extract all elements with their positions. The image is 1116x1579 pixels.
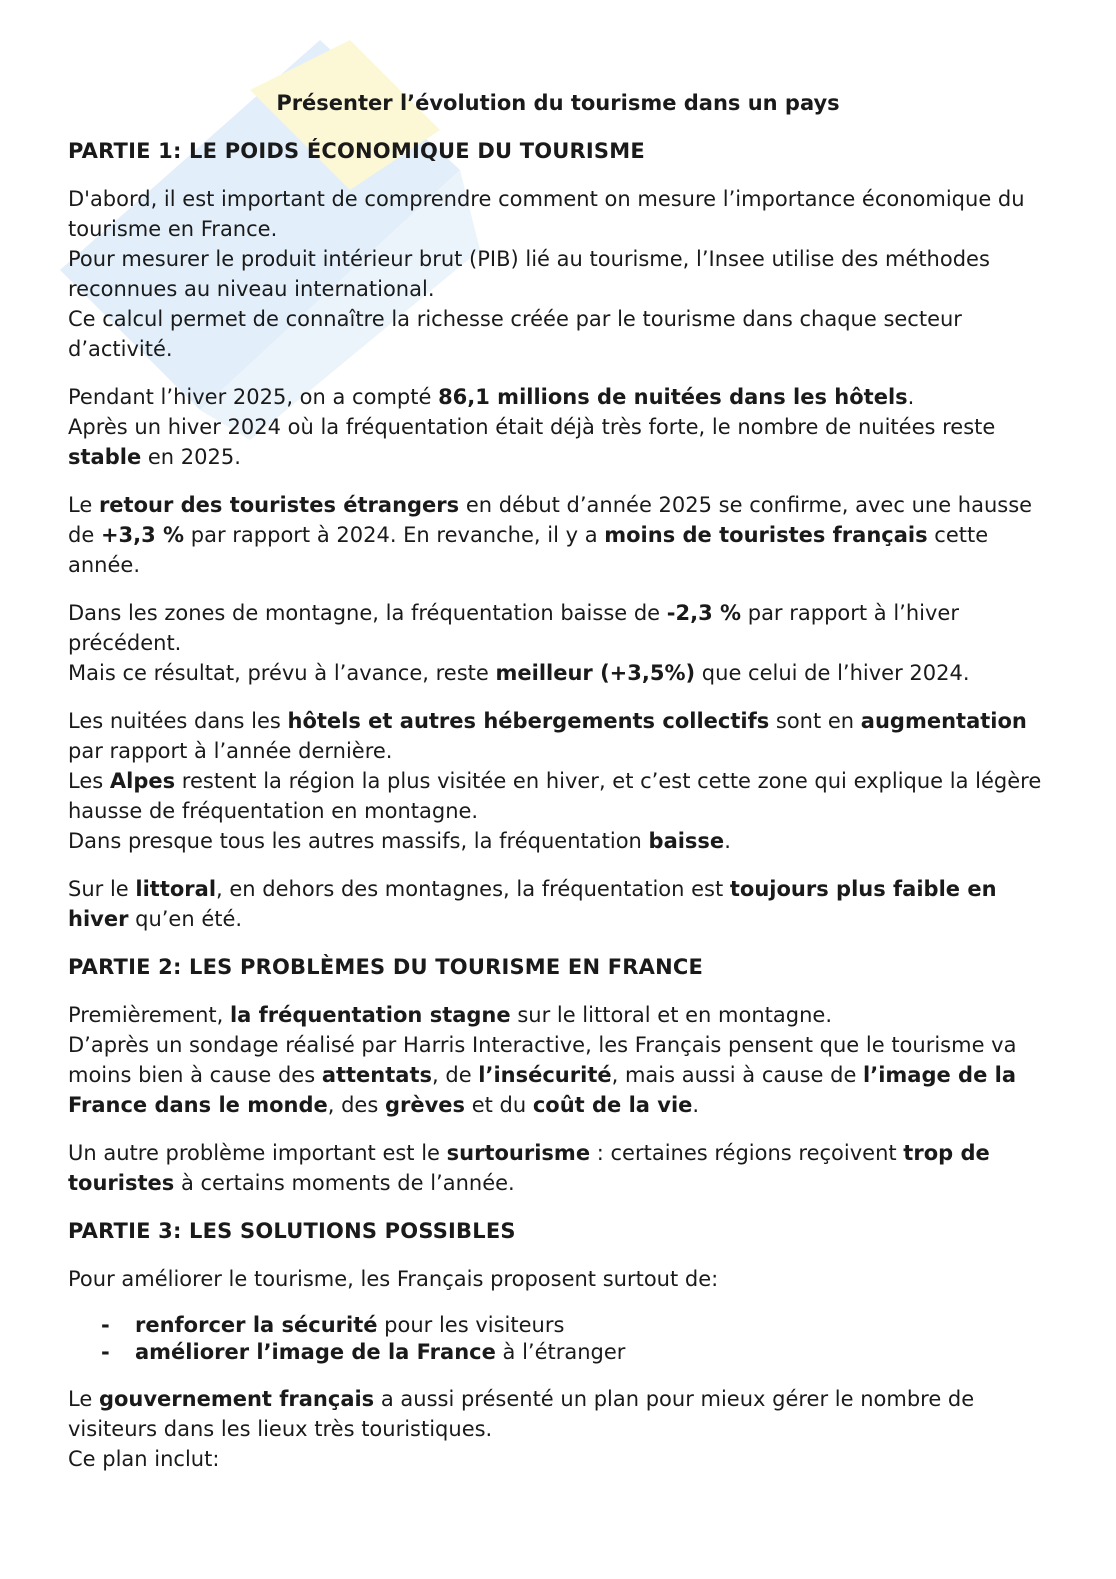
solutions-list (68, 1312, 1048, 1366)
part1-paragraph-1 (68, 184, 1048, 364)
bold-text: grèves (384, 1093, 466, 1117)
bold-text: stable (68, 445, 142, 469)
list-dash: - (101, 1313, 110, 1337)
list-item (101, 1312, 1048, 1339)
bold-text: baisse (648, 829, 725, 853)
bold-text: retour des touristes étrangers (98, 493, 460, 517)
text: pour les visiteurs (377, 1313, 565, 1337)
text: à certains moments de l’année. (174, 1171, 515, 1195)
bold-text: Alpes (109, 769, 176, 793)
bold-text: toujours plus faible en hiver (68, 877, 997, 931)
bold-text: moins de touristes français (604, 523, 928, 547)
text: . (907, 385, 915, 409)
bold-text: l’image de la France dans le monde (68, 1063, 1017, 1117)
part3-paragraph-1: Pour améliorer le tourisme, les Français proposent surtout de: (68, 1267, 719, 1291)
bold-text: -2,3 % (666, 601, 742, 625)
text: Dans les zones de montagne, la fréquentation baisse de (68, 601, 667, 625)
text: D’après un sondage réalisé par Harris Interactive, les Français pensent que le tourisme va moins bien à cause des (68, 1033, 1017, 1087)
text: Ce plan inclut: (68, 1447, 220, 1471)
bold-text: augmentation (860, 709, 1027, 733)
document-title: Présenter l’évolution du tourisme dans un pays (276, 91, 840, 115)
text: sur le littoral et en montagne. (510, 1003, 832, 1027)
text: cette année. (68, 523, 989, 577)
bold-text: meilleur (+3,5%) (495, 661, 696, 685)
bold-text: l’insécurité (478, 1063, 612, 1087)
text: en début d’année 2025 se confirme, avec une hausse de (68, 493, 1033, 547)
text: par rapport à l’hiver précédent. (68, 601, 959, 655)
text: : certaines régions reçoivent (590, 1141, 904, 1165)
text: Mais ce résultat, prévu à l’avance, reste (68, 661, 496, 685)
part1-paragraph-3 (68, 490, 1048, 580)
text: que celui de l’hiver 2024. (695, 661, 970, 685)
part1-paragraph-4 (68, 598, 1048, 688)
part3-heading: PARTIE 3: LES SOLUTIONS POSSIBLES (68, 1219, 516, 1243)
text: . (724, 829, 731, 853)
text: sont en (769, 709, 861, 733)
text: , mais aussi à cause de (611, 1063, 864, 1087)
part1-p1-line1: D'abord, il est important de comprendre comment on mesure l’importance économique du tourisme en France. (68, 187, 1025, 241)
text: , de (432, 1063, 479, 1087)
list-dash: - (101, 1340, 110, 1364)
text: Pendant l’hiver 2025, on a compté (68, 385, 439, 409)
bold-text: trop de touristes (68, 1141, 990, 1195)
text: . (692, 1093, 700, 1117)
text: Après un hiver 2024 où la fréquentation était déjà très forte, le nombre de nuitées reste (68, 415, 996, 439)
text: à l’étranger (495, 1340, 626, 1364)
bold-text: +3,3 % (100, 523, 185, 547)
text: , en dehors des montagnes, la fréquentation est (216, 877, 730, 901)
text: Les nuitées dans les (68, 709, 288, 733)
bold-text: hôtels et autres hébergements collectifs (287, 709, 770, 733)
text: Sur le (68, 877, 136, 901)
text: , des (327, 1093, 385, 1117)
text: et du (465, 1093, 533, 1117)
text: Premièrement, (68, 1003, 230, 1027)
part1-p1-line3: Ce calcul permet de connaître la richesse créée par le tourisme dans chaque secteur d’activité. (68, 307, 962, 361)
part2-paragraph-2 (68, 1138, 1048, 1198)
part1-paragraph-6 (68, 874, 1048, 934)
part2-heading: PARTIE 2: LES PROBLÈMES DU TOURISME EN FRANCE (68, 955, 704, 979)
text: par rapport à 2024. En revanche, il y a (184, 523, 605, 547)
part2-paragraph-1 (68, 1000, 1048, 1120)
part1-paragraph-5 (68, 706, 1048, 856)
bold-text: coût de la vie (532, 1093, 693, 1117)
part1-heading: PARTIE 1: LE POIDS ÉCONOMIQUE DU TOURISME (68, 139, 645, 163)
bold-text: littoral (135, 877, 217, 901)
text: Le (68, 493, 99, 517)
bold-text: gouvernement français (98, 1387, 375, 1411)
text: a aussi présenté un plan pour mieux gérer le nombre de visiteurs dans les lieux très touristiques. (68, 1387, 975, 1441)
bold-text: attentats (321, 1063, 433, 1087)
text: par rapport à l’année dernière. (68, 739, 393, 763)
bold-text: améliorer l’image de la France (135, 1340, 496, 1364)
text: Un autre problème important est le (68, 1141, 447, 1165)
document-page (68, 88, 1048, 1492)
part3-paragraph-2 (68, 1384, 1048, 1474)
bold-text: 86,1 millions de nuitées dans les hôtels (438, 385, 908, 409)
text: Dans presque tous les autres massifs, la fréquentation (68, 829, 649, 853)
part1-p1-line2: Pour mesurer le produit intérieur brut (PIB) lié au tourisme, l’Insee utilise des méthodes reconnues au niveau international. (68, 247, 990, 301)
text: Les (68, 769, 110, 793)
bold-text: surtourisme (446, 1141, 591, 1165)
text: qu’en été. (128, 907, 243, 931)
text: en 2025. (141, 445, 241, 469)
text: restent la région la plus visitée en hiver, et c’est cette zone qui explique la légère hausse de fréquentation en montagne. (68, 769, 1042, 823)
bold-text: la fréquentation stagne (229, 1003, 511, 1027)
part1-paragraph-2 (68, 382, 1048, 472)
bold-text: renforcer la sécurité (135, 1313, 378, 1337)
list-item (101, 1339, 1048, 1366)
text: Le (68, 1387, 99, 1411)
